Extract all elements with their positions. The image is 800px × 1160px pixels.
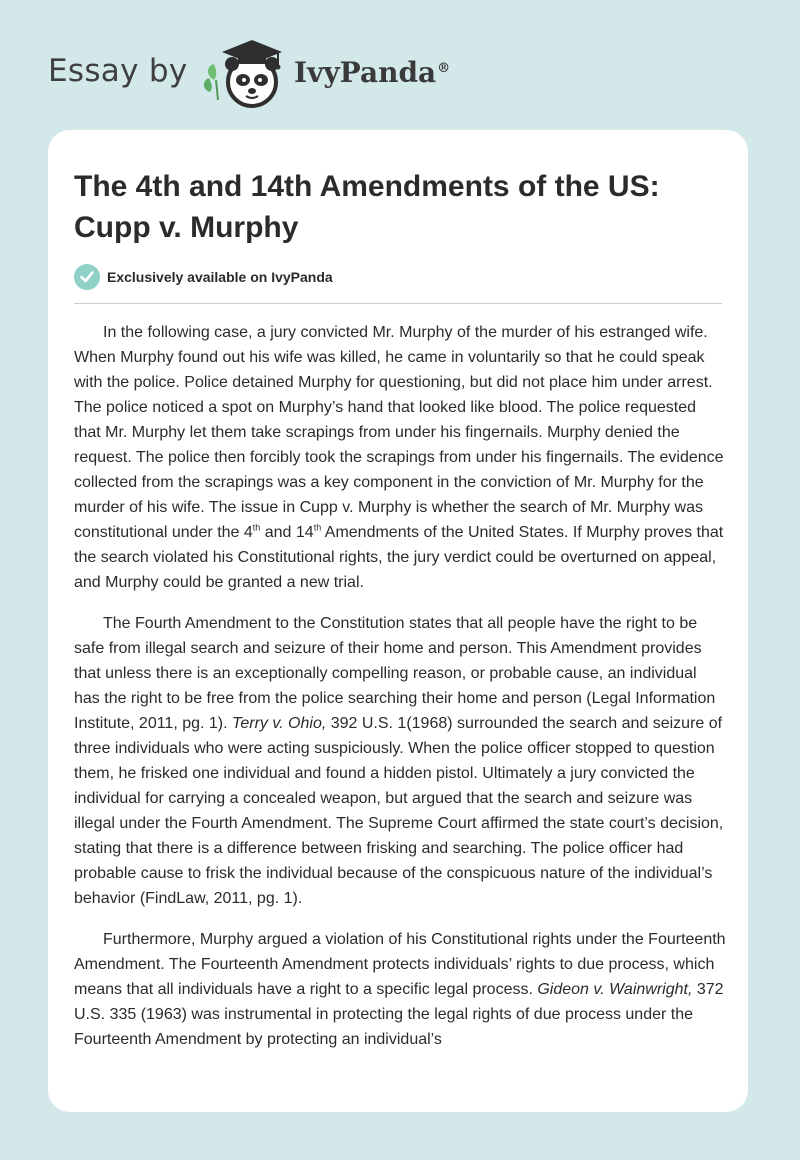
registered-mark: ®: [437, 60, 451, 76]
paragraph-1: [74, 320, 726, 595]
paragraph-3: [74, 927, 726, 1052]
divider: [74, 303, 722, 304]
essay-card: [48, 130, 748, 1112]
p1-sup-2: th: [313, 522, 322, 533]
p3-text-a: Furthermore, Murphy argued a violation of his Constitutional rights under the Fourteenth Amendment. The Fourteenth Amendment protects individuals’ rights to due process, which means that all individuals have a right to a specific legal process.: [74, 931, 726, 998]
brand-name[interactable]: [294, 56, 450, 89]
p1-sup-1: th: [252, 522, 261, 533]
p3-case-name: Gideon v. Wainwright,: [537, 981, 693, 998]
essay-title: The 4th and 14th Amendments of the US: Cupp v. Murphy: [74, 170, 660, 244]
p3-text-b: 372 U.S. 335 (1963) was instrumental in protecting the legal rights of due process under the Fourteenth Amendment by protecting an individual’s: [74, 981, 724, 1048]
p1-text-a: In the following case, a jury convicted Mr. Murphy of the murder of his estranged wife. When Murphy found out his wife was killed, he came in voluntarily so that he could speak with the police. Police detained Murphy for questioning, but did not place him under arrest. The police noticed a spot on Murphy’s hand that looked like blood. The police requested that Mr. Murphy let them take scrapings from under his fingernails. Murphy denied the request. The police then forcibly took the scrapings from under his fingernails. The evidence collected from the scrapings was a key component in the conviction of Mr. Murphy for the murder of his wife. The issue in Cupp v. Murphy is whether the search of Mr. Murphy was constitutional under the 4: [74, 324, 724, 541]
p1-text-b: and 14: [260, 524, 314, 541]
p1-text-c: Amendments of the United States. If Murphy proves that the search violated his Constitutional rights, the jury verdict could be overturned on appeal, and Murphy could be granted a new trial.: [74, 524, 724, 591]
site-header: [48, 36, 468, 106]
check-circle-icon: [74, 264, 100, 290]
essay-by-label: Essay by: [48, 53, 188, 89]
p2-case-name: Terry v. Ohio,: [232, 715, 327, 732]
badge-text: Exclusively available on IvyPanda: [107, 269, 333, 285]
panda-logo-icon[interactable]: [200, 36, 290, 108]
p2-text-b: 392 U.S. 1(1968) surrounded the search and seizure of three individuals who were acting suspiciously. When the police officer stopped to question them, he frisked one individual and found a hidden pistol. Ultimately a jury convicted the individual for carrying a concealed weapon, but argued that the search and seizure was illegal under the Fourth Amendment. The Supreme Court affirmed the state court’s decision, stating that there is a difference between frisking and searching. The police officer had probable cause to frisk the individual because of the conspicuous nature of the individual’s behavior (FindLaw, 2011, pg. 1).: [74, 715, 724, 907]
brand-text: IvyPanda: [294, 56, 437, 89]
essay-body: [74, 320, 726, 1068]
paragraph-2: [74, 611, 726, 911]
p2-text-a: The Fourth Amendment to the Constitution states that all people have the right to be safe from illegal search and seizure of their home and person. This Amendment provides that unless there is an exceptionally compelling reason, or probable cause, an individual has the right to be free from the police searching their home and person (Legal Information Institute, 2011, pg. 1).: [74, 615, 716, 732]
exclusive-badge: [74, 264, 734, 290]
